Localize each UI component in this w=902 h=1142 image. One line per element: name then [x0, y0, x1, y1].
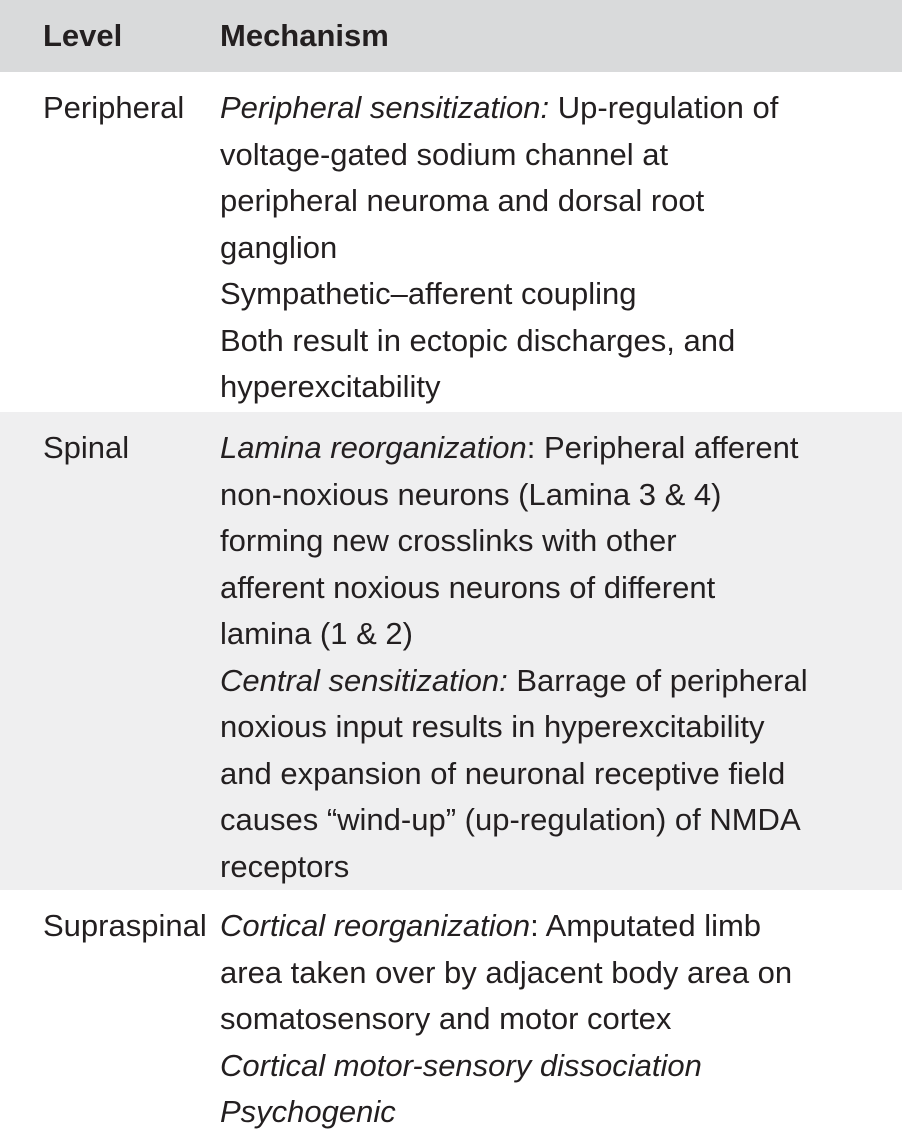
mechanism-term: Psychogenic: [220, 1094, 396, 1129]
level-cell: Supraspinal: [43, 908, 207, 943]
mechanism-text: peripheral neuroma and dorsal root: [220, 183, 705, 218]
mechanism-text: hyperexcitability: [220, 369, 441, 404]
mechanism-line: [220, 178, 896, 225]
mechanism-line: [220, 611, 896, 658]
mechanism-term: Peripheral sensitization:: [220, 90, 550, 125]
mechanism-term: Cortical motor-sensory dissociation: [220, 1047, 702, 1083]
table-row: [0, 72, 902, 412]
mechanism-line: [220, 1089, 896, 1136]
mechanism-text: noxious input results in hyperexcitability: [220, 709, 765, 744]
table-row: [0, 890, 902, 1142]
mechanism-line: [220, 1043, 896, 1090]
mechanism-line: [220, 472, 896, 519]
mechanism-line: [220, 518, 896, 565]
mechanism-text: voltage-gated sodium channel at: [220, 136, 669, 172]
mechanism-line: [220, 318, 896, 365]
mechanism-line: [220, 704, 896, 751]
mechanism-line: [220, 950, 896, 997]
mechanism-cell: [220, 412, 902, 890]
header-mechanism: Mechanism: [220, 18, 389, 53]
mechanism-term: Lamina reorganization: [220, 430, 527, 465]
table-header-row: [0, 0, 902, 72]
mechanism-term: Central sensitization:: [220, 662, 508, 698]
mechanism-line: [220, 565, 896, 612]
mechanism-line: [220, 271, 896, 318]
mechanism-text: Sympathetic–afferent coupling: [220, 276, 637, 311]
mechanism-text: Both result in ectopic discharges, and: [220, 322, 736, 358]
mechanism-line: [220, 225, 896, 272]
mechanism-line: [220, 425, 896, 472]
mechanism-text: area taken over by adjacent body area on: [220, 954, 793, 990]
mechanism-text: ganglion: [220, 229, 338, 265]
mechanism-line: [220, 85, 896, 132]
mechanism-line: [220, 132, 896, 179]
mechanism-text: causes “wind-up” (up-regulation) of NMDA: [220, 802, 801, 837]
mechanism-line: [220, 364, 896, 411]
table-row: [0, 412, 902, 890]
mechanism-text: non-noxious neurons (Lamina 3 & 4): [220, 476, 722, 512]
mechanism-line: [220, 844, 896, 891]
mechanism-line: [220, 903, 896, 950]
mechanism-text: afferent noxious neurons of different: [220, 569, 716, 605]
mechanism-text: receptors: [220, 848, 350, 884]
mechanism-text: Up-regulation of: [549, 90, 779, 125]
mechanism-text: and expansion of neuronal receptive field: [220, 755, 786, 791]
mechanism-text: forming new crosslinks with other: [220, 523, 677, 558]
mechanism-line: [220, 658, 896, 705]
mechanism-text: Barrage of peripheral: [507, 662, 808, 698]
level-cell: Spinal: [43, 430, 130, 465]
mechanism-line: [220, 751, 896, 798]
mechanism-term: Cortical reorganization: [220, 908, 531, 943]
header-level: Level: [43, 18, 123, 53]
mechanism-line: [220, 797, 896, 844]
mechanism-text: somatosensory and motor cortex: [220, 1001, 672, 1036]
mechanism-cell: [220, 890, 902, 1142]
mechanism-text: : Peripheral afferent: [526, 430, 799, 465]
mechanism-cell: [220, 72, 902, 412]
mechanism-text: : Amputated limb: [530, 908, 762, 943]
mechanism-line: [220, 996, 896, 1043]
level-cell: Peripheral: [43, 90, 185, 125]
mechanism-text: lamina (1 & 2): [220, 616, 413, 651]
